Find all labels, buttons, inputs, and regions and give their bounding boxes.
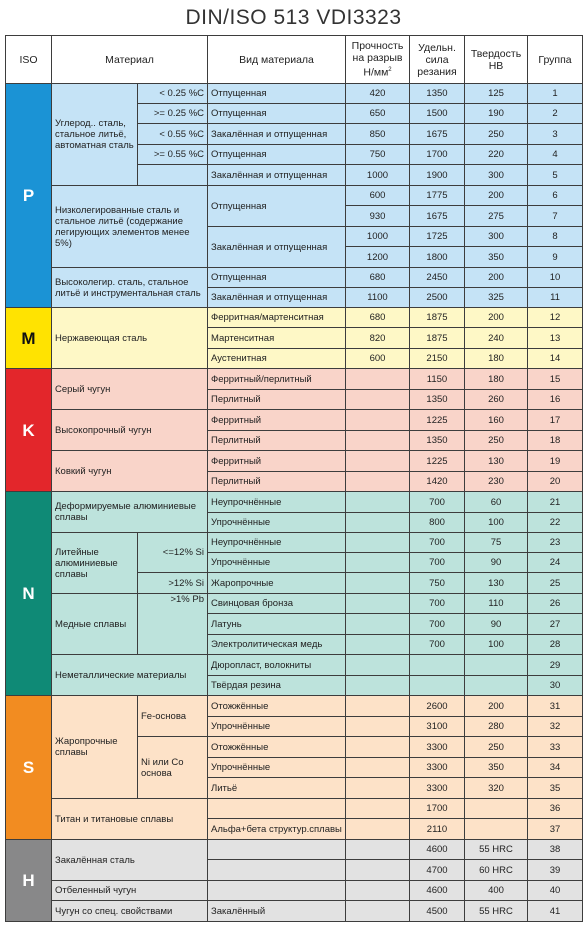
material-type: Отпущенная — [208, 104, 346, 124]
hardness-value: 325 — [465, 288, 528, 308]
strength-value: 750 — [346, 145, 410, 165]
material-type — [208, 840, 346, 860]
strength-value: 680 — [346, 268, 410, 288]
strength-value: 1100 — [346, 288, 410, 308]
material-name: Закалённая сталь — [52, 840, 208, 881]
strength-value — [346, 573, 410, 594]
material-subclass: Ni или Co основа — [138, 737, 208, 799]
group-number: 36 — [528, 799, 583, 819]
material-name: Отбеленный чугун — [52, 881, 208, 901]
material-type: Упрочнённые — [208, 553, 346, 573]
hardness-value: 55 HRC — [465, 901, 528, 922]
group-number: 16 — [528, 390, 583, 410]
strength-value — [346, 533, 410, 553]
header-cut-line1: Удельн. — [418, 41, 456, 54]
material-type: Мартенситная — [208, 328, 346, 349]
table-row — [6, 594, 583, 614]
strength-value — [346, 410, 410, 431]
strength-value: 600 — [346, 186, 410, 206]
hardness-value: 350 — [465, 247, 528, 268]
material-type: Упрочнённые — [208, 758, 346, 778]
material-type: Перлитный — [208, 431, 346, 451]
strength-value: 820 — [346, 328, 410, 349]
hardness-value: 180 — [465, 349, 528, 369]
table-row — [6, 881, 583, 901]
table-row — [6, 696, 583, 717]
cutting-force-value: 3100 — [410, 717, 465, 737]
strength-value — [346, 799, 410, 819]
material-type: Закалённая и отпущенная — [208, 288, 346, 308]
material-subclass: >= 0.25 %C — [138, 104, 208, 124]
hardness-value: 250 — [465, 124, 528, 145]
strength-value — [346, 901, 410, 922]
cutting-force-value: 700 — [410, 594, 465, 614]
strength-value: 680 — [346, 308, 410, 328]
material-name: Жаропрочные сплавы — [52, 696, 138, 799]
hardness-value: 180 — [465, 369, 528, 390]
iso-group-n: N — [6, 492, 52, 696]
strength-value — [346, 737, 410, 758]
cutting-force-value: 1800 — [410, 247, 465, 268]
material-type: Упрочнённые — [208, 513, 346, 533]
iso-group-s: S — [6, 696, 52, 840]
group-number: 41 — [528, 901, 583, 922]
cutting-force-value: 1150 — [410, 369, 465, 390]
cutting-force-value: 1775 — [410, 186, 465, 206]
cutting-force-value: 700 — [410, 635, 465, 655]
hardness-value: 100 — [465, 635, 528, 655]
hardness-value: 55 HRC — [465, 840, 528, 860]
cutting-force-value: 1900 — [410, 165, 465, 186]
cutting-force-value: 4600 — [410, 881, 465, 901]
hardness-value — [465, 676, 528, 696]
material-type: Альфа+бета структур.сплавы — [208, 819, 346, 840]
group-number: 34 — [528, 758, 583, 778]
strength-value — [346, 492, 410, 513]
hardness-value — [465, 799, 528, 819]
material-type — [208, 860, 346, 881]
cutting-force-value: 1225 — [410, 410, 465, 431]
hardness-value: 200 — [465, 268, 528, 288]
material-name: Углерод.. сталь, стальное литьё, автоматная сталь — [52, 84, 138, 186]
table-header-row — [6, 36, 583, 84]
strength-value — [346, 758, 410, 778]
material-subclass: < 0.55 %C — [138, 124, 208, 145]
group-number: 11 — [528, 288, 583, 308]
hardness-value: 125 — [465, 84, 528, 104]
material-type: Закалённая и отпущенная — [208, 227, 346, 268]
group-number: 18 — [528, 431, 583, 451]
material-subclass — [138, 165, 208, 186]
group-number: 39 — [528, 860, 583, 881]
cutting-force-value: 1675 — [410, 206, 465, 227]
cutting-force-value: 2150 — [410, 349, 465, 369]
cutting-force-value: 2600 — [410, 696, 465, 717]
hardness-value: 230 — [465, 472, 528, 492]
header-strength — [346, 36, 410, 84]
material-name: Деформируемые алюминиевые сплавы — [52, 492, 208, 533]
material-name: Высокопрочный чугун — [52, 410, 208, 451]
cutting-force-value: 4600 — [410, 840, 465, 860]
material-type: Отпущенная — [208, 84, 346, 104]
table-row — [6, 410, 583, 431]
material-name: Нержавеющая сталь — [52, 308, 208, 369]
strength-value: 650 — [346, 104, 410, 124]
material-name: Высоколегир. сталь, стальное литьё и инструментальная сталь — [52, 268, 208, 308]
hardness-value: 100 — [465, 513, 528, 533]
hardness-value: 260 — [465, 390, 528, 410]
hardness-value: 275 — [465, 206, 528, 227]
cutting-force-value: 700 — [410, 553, 465, 573]
group-number: 9 — [528, 247, 583, 268]
iso-group-h: H — [6, 840, 52, 922]
hardness-value: 60 — [465, 492, 528, 513]
strength-value — [346, 881, 410, 901]
group-number: 3 — [528, 124, 583, 145]
material-type — [208, 881, 346, 901]
strength-value: 850 — [346, 124, 410, 145]
group-number: 10 — [528, 268, 583, 288]
table-row — [6, 799, 583, 819]
header-cut-force — [410, 36, 465, 84]
group-number: 20 — [528, 472, 583, 492]
cutting-force-value: 2500 — [410, 288, 465, 308]
cutting-force-value: 4700 — [410, 860, 465, 881]
hardness-value: 90 — [465, 553, 528, 573]
header-strength-unit: Н/мм — [363, 66, 389, 79]
material-type: Отожжённые — [208, 696, 346, 717]
group-number: 37 — [528, 819, 583, 840]
material-type: Перлитный — [208, 472, 346, 492]
hardness-value: 280 — [465, 717, 528, 737]
strength-value — [346, 778, 410, 799]
material-type: Отпущенная — [208, 186, 346, 227]
group-number: 7 — [528, 206, 583, 227]
material-type: Дюропласт, волокниты — [208, 655, 346, 676]
cutting-force-value: 700 — [410, 492, 465, 513]
cutting-force-value — [410, 655, 465, 676]
strength-value: 600 — [346, 349, 410, 369]
hardness-value: 220 — [465, 145, 528, 165]
strength-value — [346, 717, 410, 737]
cutting-force-value: 1675 — [410, 124, 465, 145]
group-number: 25 — [528, 573, 583, 594]
strength-value: 1200 — [346, 247, 410, 268]
material-subclass: >1% Pb — [138, 594, 208, 655]
group-number: 28 — [528, 635, 583, 655]
material-subclass: >12% Si — [138, 573, 208, 594]
material-type: Ферритный — [208, 410, 346, 431]
cutting-force-value: 3300 — [410, 778, 465, 799]
cutting-force-value: 1875 — [410, 328, 465, 349]
header-cut-line2: сила — [425, 53, 449, 66]
group-number: 13 — [528, 328, 583, 349]
group-number: 30 — [528, 676, 583, 696]
iso-group-m: M — [6, 308, 52, 369]
strength-value: 420 — [346, 84, 410, 104]
group-number: 29 — [528, 655, 583, 676]
material-type: Закалённая и отпущенная — [208, 165, 346, 186]
iso-group-k: K — [6, 369, 52, 492]
cutting-force-value: 1700 — [410, 799, 465, 819]
material-type: Латунь — [208, 614, 346, 635]
material-type — [208, 799, 346, 819]
group-number: 26 — [528, 594, 583, 614]
hardness-value: 110 — [465, 594, 528, 614]
strength-value — [346, 431, 410, 451]
group-number: 17 — [528, 410, 583, 431]
group-number: 21 — [528, 492, 583, 513]
cutting-force-value: 3300 — [410, 737, 465, 758]
header-iso: ISO — [6, 36, 52, 84]
table-row — [6, 901, 583, 922]
material-type: Закалённый — [208, 901, 346, 922]
material-type: Неупрочнённые — [208, 533, 346, 553]
group-number: 6 — [528, 186, 583, 206]
strength-value — [346, 472, 410, 492]
header-type: Вид материала — [208, 36, 346, 84]
strength-value — [346, 819, 410, 840]
hardness-value: 200 — [465, 696, 528, 717]
table-row — [6, 186, 583, 206]
group-number: 40 — [528, 881, 583, 901]
strength-value: 1000 — [346, 227, 410, 247]
hardness-value: 300 — [465, 227, 528, 247]
cutting-force-value: 1350 — [410, 84, 465, 104]
strength-value — [346, 369, 410, 390]
hardness-value — [465, 819, 528, 840]
header-group: Группа — [528, 36, 583, 84]
hardness-value: 200 — [465, 186, 528, 206]
header-strength-line2: на разрыв — [352, 52, 403, 65]
material-name: Неметаллические материалы — [52, 655, 208, 696]
cutting-force-value: 1350 — [410, 431, 465, 451]
material-name: Литейные алюминиевые сплавы — [52, 533, 138, 594]
hardness-value: 190 — [465, 104, 528, 124]
group-number: 5 — [528, 165, 583, 186]
hardness-value: 160 — [465, 410, 528, 431]
cutting-force-value: 1420 — [410, 472, 465, 492]
material-type: Перлитный — [208, 390, 346, 410]
hardness-value: 320 — [465, 778, 528, 799]
strength-value — [346, 451, 410, 472]
table-row — [6, 268, 583, 288]
cutting-force-value: 1725 — [410, 227, 465, 247]
group-number: 27 — [528, 614, 583, 635]
header-hardness — [465, 36, 528, 84]
group-number: 14 — [528, 349, 583, 369]
header-strength-sup: 2 — [388, 67, 392, 74]
table-row — [6, 84, 583, 104]
cutting-force-value — [410, 676, 465, 696]
material-type: Отожжённые — [208, 737, 346, 758]
strength-value: 930 — [346, 206, 410, 227]
hardness-value: 350 — [465, 758, 528, 778]
group-number: 12 — [528, 308, 583, 328]
material-type: Ферритная/мартенситная — [208, 308, 346, 328]
group-number: 4 — [528, 145, 583, 165]
table-row — [6, 492, 583, 513]
header-cut-line3: резания — [417, 65, 457, 78]
material-subclass: <=12% Si — [138, 533, 208, 573]
hardness-value: 60 HRC — [465, 860, 528, 881]
strength-value — [346, 696, 410, 717]
group-number: 24 — [528, 553, 583, 573]
group-number: 8 — [528, 227, 583, 247]
cutting-force-value: 800 — [410, 513, 465, 533]
strength-value — [346, 655, 410, 676]
hardness-value: 400 — [465, 881, 528, 901]
header-strength-line3 — [349, 64, 406, 79]
cutting-force-value: 4500 — [410, 901, 465, 922]
group-number: 22 — [528, 513, 583, 533]
material-type: Свинцовая бронза — [208, 594, 346, 614]
group-number: 31 — [528, 696, 583, 717]
material-type: Отпущенная — [208, 145, 346, 165]
material-type: Ферритный/перлитный — [208, 369, 346, 390]
cutting-force-value: 700 — [410, 533, 465, 553]
table-row — [6, 369, 583, 390]
header-strength-line1: Прочность — [351, 40, 404, 53]
material-name: Чугун со спец. свойствами — [52, 901, 208, 922]
hardness-value — [465, 655, 528, 676]
strength-value: 1000 — [346, 165, 410, 186]
material-name: Низколегированные сталь и стальное литьё (содержание легирующих элементов менее 5%) — [52, 186, 208, 268]
cutting-force-value: 3300 — [410, 758, 465, 778]
hardness-value: 240 — [465, 328, 528, 349]
strength-value — [346, 614, 410, 635]
strength-value — [346, 390, 410, 410]
material-subclass: >= 0.55 %C — [138, 145, 208, 165]
group-number: 32 — [528, 717, 583, 737]
material-name: Ковкий чугун — [52, 451, 208, 492]
strength-value — [346, 840, 410, 860]
hardness-value: 130 — [465, 451, 528, 472]
strength-value — [346, 676, 410, 696]
cutting-force-value: 2110 — [410, 819, 465, 840]
hardness-value: 75 — [465, 533, 528, 553]
material-type: Упрочнённые — [208, 717, 346, 737]
table-row — [6, 451, 583, 472]
group-number: 2 — [528, 104, 583, 124]
hardness-value: 300 — [465, 165, 528, 186]
material-type: Неупрочнённые — [208, 492, 346, 513]
cutting-force-value: 700 — [410, 614, 465, 635]
header-material: Материал — [52, 36, 208, 84]
header-hard-line1: Твердость — [470, 47, 522, 60]
group-number: 33 — [528, 737, 583, 758]
cutting-force-value: 1350 — [410, 390, 465, 410]
strength-value — [346, 860, 410, 881]
cutting-force-value: 1500 — [410, 104, 465, 124]
iso-group-p: P — [6, 84, 52, 308]
material-type: Отпущенная — [208, 268, 346, 288]
strength-value — [346, 513, 410, 533]
strength-value — [346, 635, 410, 655]
material-type: Электролитическая медь — [208, 635, 346, 655]
cutting-force-value: 1700 — [410, 145, 465, 165]
material-type: Ферритный — [208, 451, 346, 472]
group-number: 19 — [528, 451, 583, 472]
group-number: 23 — [528, 533, 583, 553]
group-number: 1 — [528, 84, 583, 104]
cutting-force-value: 2450 — [410, 268, 465, 288]
material-subclass: < 0.25 %C — [138, 84, 208, 104]
hardness-value: 130 — [465, 573, 528, 594]
cutting-force-value: 1875 — [410, 308, 465, 328]
table-row — [6, 308, 583, 328]
material-subclass: Fe-основа — [138, 696, 208, 737]
group-number: 35 — [528, 778, 583, 799]
group-number: 15 — [528, 369, 583, 390]
hardness-value: 250 — [465, 431, 528, 451]
hardness-value: 90 — [465, 614, 528, 635]
material-type: Жаропрочные — [208, 573, 346, 594]
material-type: Твёрдая резина — [208, 676, 346, 696]
material-type: Аустенитная — [208, 349, 346, 369]
material-type: Литьё — [208, 778, 346, 799]
cutting-force-value: 750 — [410, 573, 465, 594]
hardness-value: 200 — [465, 308, 528, 328]
material-type: Закалённая и отпущенная — [208, 124, 346, 145]
page-title: DIN/ISO 513 VDI3323 — [185, 6, 402, 29]
group-number: 38 — [528, 840, 583, 860]
cutting-force-value: 1225 — [410, 451, 465, 472]
table-row — [6, 533, 583, 553]
table-row — [6, 840, 583, 860]
strength-value — [346, 594, 410, 614]
material-name: Серый чугун — [52, 369, 208, 410]
hardness-value: 250 — [465, 737, 528, 758]
material-name: Медные сплавы — [52, 594, 138, 655]
material-name: Титан и титановые сплавы — [52, 799, 208, 840]
strength-value — [346, 553, 410, 573]
header-hard-line2: НВ — [488, 59, 504, 72]
material-table — [5, 35, 583, 922]
table-row — [6, 655, 583, 676]
